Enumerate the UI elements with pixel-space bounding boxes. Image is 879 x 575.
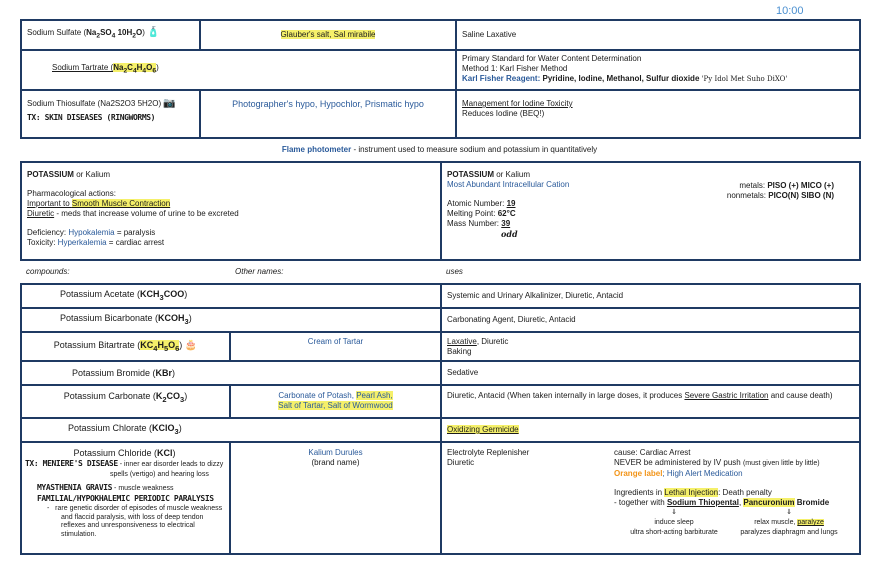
compound-cell (21, 20, 200, 50)
compound-name: Sodium Tartrate $(Na_2C_4H_4O_6)$ (52, 63, 159, 75)
uses-cell: Oxidizing Germicide (441, 418, 860, 442)
uses-cell: Electrolyte Replenisher Diuretic cause: Cardiac Arrest NEVER be administered by IV push (must given little by little) Orange label; High Alert Medication Ingredients in Lethal Injection: Death penalty - together with Sodium Thiopental, Pancuronium Bromide ⇓ induce sleep ultra short-acting barbiturate ⇓ relax muscle, paralyze paralyzes diaphragm and lungs (441, 442, 860, 554)
status-time: 10:00 (776, 5, 804, 17)
uses-line: Primary Standard for Water Content Determination (462, 54, 642, 63)
other-names: Glauber's salt, Sal mirabile (280, 30, 376, 39)
other-names-cell (200, 90, 456, 138)
potassium-pharmacology: POTASSIUM or Kalium Pharmacological actions: Important to Smooth Muscle Contraction Diuretic - meds that increase volume of urine to be excreted Deficiency: Hypokalemia = paralysis Toxicity: Hyperkalemia = cardiac arrest (21, 162, 441, 260)
uses-cell: Systemic and Urinary Alkalinizer, Diuretic, Antacid (441, 284, 860, 308)
flame-photometer-note: Flame photometer - instrument used to measure sodium and potassium in quantitatively (281, 145, 598, 154)
table-row (21, 332, 860, 361)
table-row (21, 385, 860, 418)
compound-name: Sodium Thiosulfate (Na2S2O3 5H2O) 📷 (27, 98, 176, 109)
potassium-info-row (21, 162, 860, 260)
uses-cell: Sedative (441, 361, 860, 385)
compound-name: Sodium Sulfate ($Na_2SO_4$ $10H_2O$) (27, 28, 145, 40)
compound-cell: Potassium Bitartrate $(KC_4H_5O_6)$ 🎂 (21, 332, 230, 361)
uses-line: Management for Iodine Toxicity (462, 99, 573, 108)
potassium-table (20, 161, 861, 555)
uses-cell (456, 20, 860, 50)
compound-cell (21, 90, 200, 138)
potassium-properties: metals: PISO (+) MICO (+) nonmetals: PICO(N) SIBO (N) POTASSIUM or Kalium Most Abundant Intracellular Cation Atomic Number: 19 Melting Point: 62°C Mass Number: 39 odd (441, 162, 860, 260)
other-names-cell: Kalium Durules (brand name) (230, 442, 441, 554)
column-headers (21, 260, 860, 284)
table-row (21, 361, 860, 385)
compound-cell: Potassium Chlorate (KClO$_3$) (21, 418, 441, 442)
uses: Saline Laxative (462, 30, 517, 39)
table-row (21, 308, 860, 332)
uses-cell: Laxative, Diuretic Baking (441, 332, 860, 361)
table-row (21, 90, 860, 138)
table-row (21, 20, 860, 50)
camera-icon: 📷 (163, 98, 176, 109)
header-compounds: compounds: (21, 260, 230, 284)
compound-cell: Potassium Bicarbonate $(KCOH_3)$ (21, 308, 441, 332)
table-row (21, 284, 860, 308)
other-names-cell: Cream of Tartar (230, 332, 441, 361)
compound-cell: Potassium Chloride (KCl) TX: MENIERE'S DISEASE - inner ear disorder leads to dizzy spells (vertigo) and hearing loss MYASTHENIA GRAVIS - muscle weakness FAMILIAL/HYPOKHALEMIC PERIODIC PARALYSIS - rare genetic disorder of episodes of muscle weakness and flaccid paralysis, with loss of deep tendon reflexes and unresponsiveness to electrical stimulation. (21, 442, 230, 554)
uses-line: Reduces Iodine (BEQ!) (462, 109, 545, 118)
compound-cell: Potassium Carbonate $(K_2CO_3)$ (21, 385, 230, 418)
compound-cell: Potassium Bromide (KBr) (21, 361, 441, 385)
uses-cell: Carbonating Agent, Diuretic, Antacid (441, 308, 860, 332)
table-row (21, 418, 860, 442)
header-other-names: Other names: (230, 260, 441, 284)
uses-cell (456, 90, 860, 138)
other-names-cell (200, 20, 456, 50)
reagent-line: Karl Fisher Reagent: Pyridine, Iodine, Methanol, Sulfur dioxide 'Py Idol Met Suho DiXO' (462, 74, 788, 83)
bottle-icon: 🧴 (147, 27, 160, 39)
other-names: Photographer's hypo, Hypochlor, Prismatic hypo (232, 99, 424, 109)
table-row (21, 50, 860, 90)
uses-line: Method 1: Karl Fisher Method (462, 64, 568, 73)
uses-cell (456, 50, 860, 90)
handwritten-note: odd (501, 229, 518, 239)
header-uses: uses (441, 260, 860, 284)
treatment-note: TX: SKIN DISEASES (RINGWORMS) (27, 113, 156, 122)
other-names-cell: Carbonate of Potash, Pearl Ash, Salt of Tartar, Salt of Wormwood (230, 385, 441, 418)
uses-cell: Diuretic, Antacid (When taken internally in large doses, it produces Severe Gastric Irritation and cause death) (441, 385, 860, 418)
cake-icon: 🎂 (184, 339, 198, 351)
compound-cell: Potassium Acetate $(KCH_3COO)$ (21, 284, 441, 308)
sodium-table (20, 19, 861, 139)
compound-cell (21, 50, 456, 90)
table-row (21, 442, 860, 554)
